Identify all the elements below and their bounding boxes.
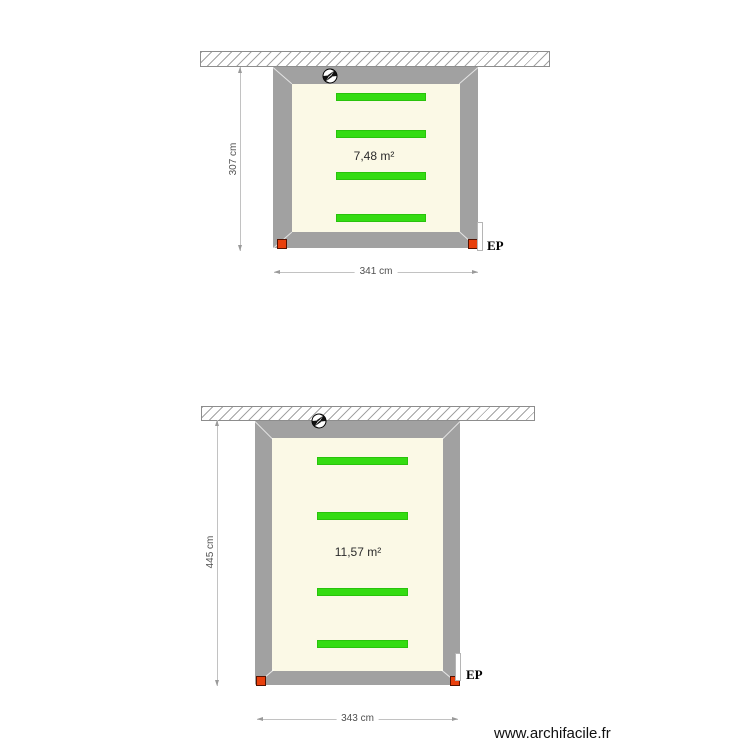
corner-marker[interactable] (256, 676, 266, 686)
dimension-arrow (238, 67, 242, 73)
radiator-bar[interactable] (336, 214, 426, 222)
rainwater-pipe-symbol[interactable] (477, 222, 483, 251)
room-area-label: 7,48 m² (353, 149, 395, 163)
radiator-bar[interactable] (317, 457, 408, 465)
dimension-line-vertical (217, 420, 218, 686)
radiator-bar[interactable] (336, 172, 426, 180)
radiator-bar[interactable] (336, 130, 426, 138)
radiator-bar[interactable] (336, 93, 426, 101)
light-fixture-icon[interactable] (322, 68, 338, 84)
light-fixture-icon[interactable] (311, 413, 327, 429)
dimension-label-height: 445 cm (205, 535, 216, 569)
dimension-label-width: 343 cm (336, 713, 379, 724)
dimension-arrow (472, 270, 478, 274)
plan-room-bottom (0, 380, 750, 750)
dimension-arrow (274, 270, 280, 274)
archifacile-watermark: www.archifacile.fr (494, 725, 611, 742)
dimension-arrow (452, 717, 458, 721)
dimension-arrow (238, 245, 242, 251)
dimension-line-horizontal (274, 266, 478, 279)
radiator-bar[interactable] (317, 640, 408, 648)
bearing-wall-bottom[interactable] (201, 406, 535, 421)
dimension-line-vertical (240, 67, 241, 251)
ep-label: EP (466, 667, 483, 682)
ep-label: EP (487, 238, 504, 253)
dimension-arrow (215, 420, 219, 426)
dimension-label-width: 341 cm (355, 266, 398, 277)
radiator-bar[interactable] (317, 588, 408, 596)
bearing-wall-top[interactable] (200, 51, 550, 67)
dimension-arrow (257, 717, 263, 721)
room-area-label: 11,57 m² (334, 545, 382, 559)
corner-marker[interactable] (277, 239, 287, 249)
rainwater-pipe-symbol[interactable] (455, 653, 461, 681)
dimension-label-height: 307 cm (228, 142, 239, 176)
dimension-line-horizontal (257, 713, 458, 726)
dimension-arrow (215, 680, 219, 686)
radiator-bar[interactable] (317, 512, 408, 520)
